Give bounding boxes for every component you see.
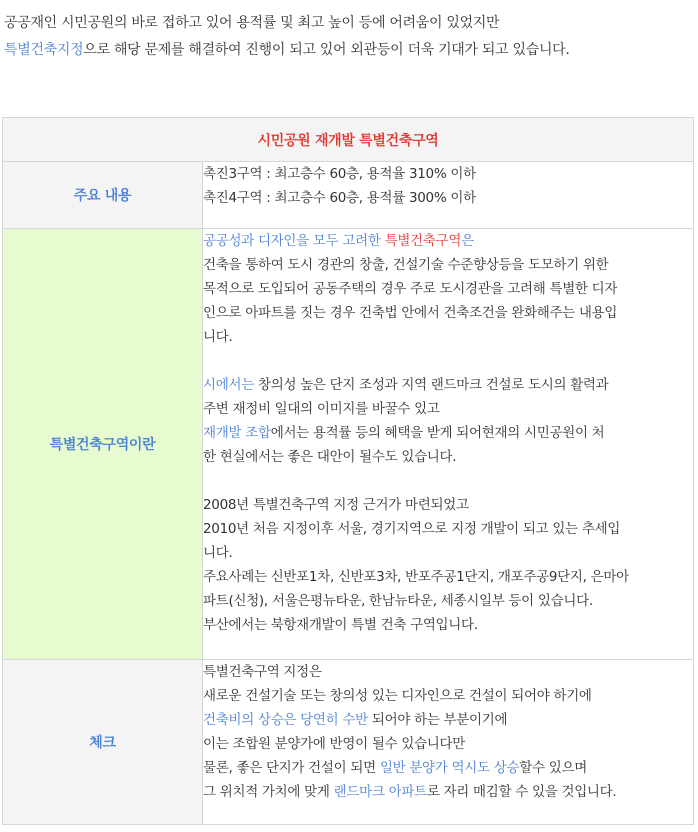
content-line: 새로운 건설기술 또는 창의성 있는 디자인으로 건설이 되어야 하기에 <box>203 688 592 704</box>
highlight-text: 랜드마크 아파트 <box>333 784 427 800</box>
content-line: 2010년 처음 지정이후 서울, 경기지역으로 지정 개발이 되고 있는 추세입 <box>203 521 621 537</box>
content-line <box>203 708 693 732</box>
row-label-main-content: 주요 내용 <box>3 162 203 229</box>
row-label-special-zone: 특별건축구역이란 <box>3 229 203 660</box>
content-text: 할수 있으며 <box>519 760 587 776</box>
row-label-check: 체크 <box>3 660 203 825</box>
content-line <box>203 229 693 253</box>
table-row <box>3 660 694 825</box>
highlight-text: 시에서는 <box>203 377 254 393</box>
intro-highlight: 특별건축지정 <box>4 42 84 58</box>
highlight-text: 재개발 조합 <box>203 425 271 441</box>
content-line: 촉진4구역 : 최고층수 60층, 용적률 300% 이하 <box>203 190 476 206</box>
content-line: 2008년 특별건축구역 지정 근거가 마련되었고 <box>203 497 469 513</box>
highlight-text: 일반 분양가 역시도 상승 <box>379 760 520 776</box>
highlight-text: 특별건축구역 <box>384 233 462 249</box>
paragraph-gap <box>203 349 693 373</box>
content-text: 그 위치적 가치에 맞게 <box>203 784 334 800</box>
paragraph-gap <box>203 469 693 493</box>
content-line <box>203 780 693 804</box>
row-content-check <box>203 660 694 825</box>
intro-text <box>4 10 694 64</box>
content-line: 이는 조합원 분양가에 반영이 될수 있습니다만 <box>203 736 466 752</box>
content-line: 니다. <box>203 545 233 561</box>
info-table <box>2 117 694 825</box>
content-line: 인으로 아파트를 짓는 경우 건축법 안에서 건축조건을 완화해주는 내용입 <box>203 305 618 321</box>
content-line <box>203 373 693 397</box>
table-title: 시민공원 재개발 특별건축구역 <box>3 118 694 162</box>
content-text: 되어야 하는 부분이기에 <box>367 712 508 728</box>
intro-line-2 <box>4 37 694 64</box>
content-line: 특별건축구역 지정은 <box>203 664 322 680</box>
highlight-text: 건축비의 상승은 당연히 수반 <box>203 712 368 728</box>
content-text: 창의성 높은 단지 조성과 지역 랜드마크 건설로 도시의 활력과 <box>253 377 609 393</box>
intro-line-2-rest: 으로 해당 문제를 해결하여 진행이 되고 있어 외관등이 더욱 기대가 되고 있습니다. <box>83 42 570 58</box>
table-row <box>3 229 694 660</box>
content-line: 목적으로 도입되어 공동주택의 경우 주로 도시경관을 고려해 특별한 디자 <box>203 281 618 297</box>
content-line: 파트(신청), 서울은평뉴타운, 한남뉴타운, 세종시일부 등이 있습니다. <box>203 593 593 609</box>
content-line: 주요사례는 신반포1차, 신반포3차, 반포주공1단지, 개포주공9단지, 은마아 <box>203 569 629 585</box>
content-line: 한 현실에서는 좋은 대안이 될수도 있습니다. <box>203 449 457 465</box>
table-row <box>3 162 694 229</box>
row-content-special-zone <box>203 229 694 660</box>
highlight-text: 공공성과 디자인을 모두 고려한 <box>203 233 385 249</box>
content-line: 주변 재정비 일대의 이미지를 바꿀수 있고 <box>203 401 440 417</box>
content-line <box>203 421 693 445</box>
content-line: 부산에서는 북항재개발이 특별 건축 구역입니다. <box>203 617 478 633</box>
content-line: 니다. <box>203 329 233 345</box>
content-text: 에서는 용적률 등의 혜택을 받게 되어현재의 시민공원이 처 <box>270 425 605 441</box>
content-line: 건축을 통하여 도시 경관의 창출, 건설기술 수준향상등을 도모하기 위한 <box>203 257 609 273</box>
content-text: 로 자리 매김할 수 있을 것입니다. <box>426 784 617 800</box>
content-line <box>203 756 693 780</box>
intro-line-1: 공공재인 시민공원의 바로 접하고 있어 용적률 및 최고 높이 등에 어려움이 있었지만 <box>4 15 500 31</box>
content-text: 물론, 좋은 단지가 건설이 되면 <box>203 760 380 776</box>
content-line: 촉진3구역 : 최고층수 60층, 용적율 310% 이하 <box>203 166 476 182</box>
row-content-main-content <box>203 162 694 229</box>
highlight-text: 은 <box>461 233 474 249</box>
